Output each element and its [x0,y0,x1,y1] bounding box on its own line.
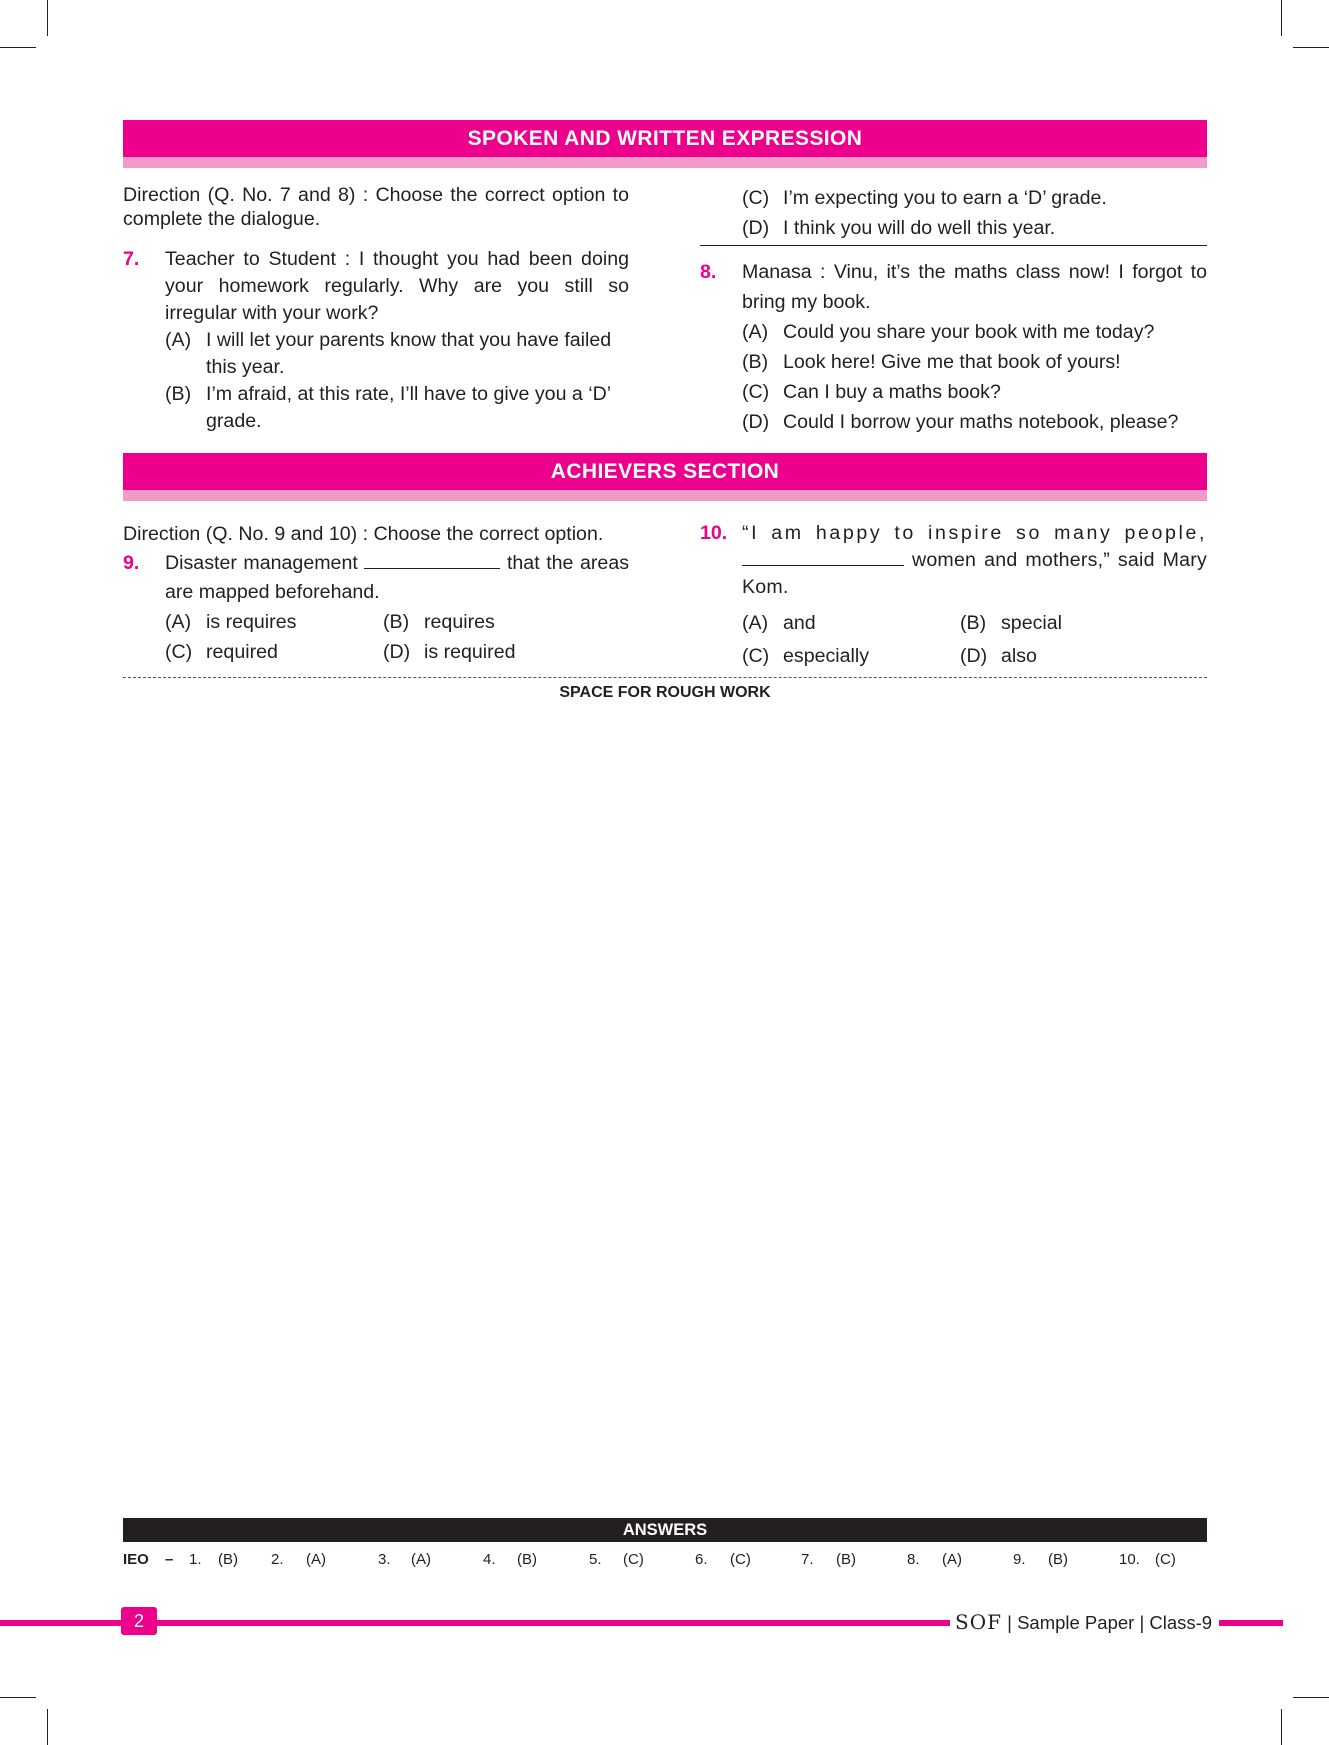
option-grid [165,607,629,667]
right-column-q8 [700,257,1207,437]
left-column-q9 [123,520,629,667]
option-text: I’m afraid, at this rate, I’ll have to give you a ‘D’ grade. [206,383,611,432]
section-title: ACHIEVERS SECTION [550,460,780,483]
left-column-q7 [123,183,629,435]
question-text-after: women and mothers,” said Mary Kom. [742,549,1207,598]
question-text-after: that the areas are mapped beforehand. [165,552,630,603]
answer-value: (C) [1155,1551,1176,1568]
answer-value: (A) [306,1551,326,1568]
answer-number: 5. [589,1551,602,1568]
option-d [742,407,1207,437]
option-grid [742,607,1207,673]
option-label: (B) [165,383,192,405]
right-column-q10 [700,520,1207,673]
question-text: Teacher to Student : I thought you had been doing your homework regularly. Why are you still so irregular with your work? [165,248,629,324]
option-text: special [1001,612,1062,634]
answer-value: (C) [730,1551,751,1568]
rough-work-label: SPACE FOR ROUGH WORK [559,684,771,701]
answers-prefix: IEO [123,1551,149,1568]
footer-brand [955,1608,1213,1636]
option-label: (C) [165,641,193,663]
option-c [742,183,1207,213]
option-b [165,381,629,435]
answer-blank [742,547,904,566]
option-text: Could you share your book with me today? [783,321,1155,343]
answer-number: 2. [271,1551,284,1568]
option-text: required [206,641,278,663]
section-underline [123,490,1207,501]
footer-line [1219,1620,1283,1626]
option-text: Can I buy a maths book? [783,381,1001,403]
answer-number: 6. [695,1551,708,1568]
option-label: (B) [742,351,769,373]
page-number: 2 [121,1607,157,1635]
question-7 [123,246,629,435]
option-text: Look here! Give me that book of yours! [783,351,1121,373]
option-label: (A) [742,321,769,343]
crop-mark [1281,1709,1282,1745]
answer-value: (B) [836,1551,856,1568]
option-label: (B) [383,611,410,633]
option-label: (C) [742,381,770,403]
question-text [742,520,1207,601]
crop-mark [47,1709,48,1745]
option-text: I think you will do well this year. [783,217,1056,239]
question-number: 8. [700,261,717,283]
section-header-achievers [123,453,1207,501]
direction-text: Direction (Q. No. 9 and 10) : Choose the correct option. [123,523,604,545]
option-b [742,347,1207,377]
answer-value: (B) [1048,1551,1068,1568]
option-label: (C) [742,187,770,209]
option-text: I will let your parents know that you have failed this year. [206,329,612,378]
question-number: 9. [123,552,140,574]
question-text: Manasa : Vinu, it’s the maths class now! I forgot to bring my book. [742,261,1207,313]
option-d [960,640,1178,673]
question-text-before: Disaster management [165,552,358,574]
answer-value: (B) [218,1551,238,1568]
option-a [165,607,383,637]
answers-header: ANSWERS [123,1518,1207,1542]
option-a [742,607,960,640]
option-text: is requires [206,611,297,633]
option-d [383,637,601,667]
answer-value: (C) [623,1551,644,1568]
answer-number: 1. [189,1551,202,1568]
crop-mark [1293,47,1329,48]
option-d [742,213,1207,243]
answer-value: (A) [942,1551,962,1568]
option-text: Could I borrow your maths notebook, please? [783,411,1179,433]
answer-blank [364,550,500,569]
option-label: (D) [742,217,770,239]
option-b [960,607,1178,640]
sof-logo: SOF [955,1610,1002,1634]
question-text-before: “I am happy to inspire so many people, [742,522,1207,544]
answer-number: 4. [483,1551,496,1568]
option-label: (D) [742,411,770,433]
answer-value: (A) [411,1551,431,1568]
answer-number: 7. [801,1551,814,1568]
option-text: also [1001,645,1037,667]
crop-mark [1281,0,1282,36]
option-text: especially [783,645,870,667]
option-label: (A) [742,612,769,634]
crop-mark [47,0,48,36]
answer-value: (B) [517,1551,537,1568]
question-text [165,549,629,607]
question-10 [700,520,1207,601]
option-b [383,607,601,637]
answers-row [123,1551,1207,1575]
option-label: (C) [742,645,770,667]
option-c [742,377,1207,407]
answer-number: 3. [378,1551,391,1568]
answer-number: 9. [1013,1551,1026,1568]
answer-number: 10. [1119,1551,1140,1568]
question-number: 7. [123,248,140,270]
dashed-divider [123,677,1207,678]
option-text: I’m expecting you to earn a ‘D’ grade. [783,187,1107,209]
option-c [742,640,960,673]
section-underline [123,157,1207,168]
right-column-q7-cont [700,183,1207,243]
answers-dash: – [165,1551,174,1568]
question-9 [123,549,629,667]
option-a [165,327,629,381]
direction-text: Direction (Q. No. 7 and 8) : Choose the correct option to complete the dialogue. [123,184,629,230]
answer-number: 8. [907,1551,920,1568]
footer-text: | Sample Paper | Class-9 [1001,1612,1213,1633]
option-label: (A) [165,329,192,351]
option-label: (B) [960,612,987,634]
option-text: requires [424,611,495,633]
option-label: (D) [383,641,411,663]
section-header-spoken [123,120,1207,168]
crop-mark [0,1697,36,1698]
option-label: (D) [960,645,988,667]
option-list [700,183,1207,243]
crop-mark [1293,1697,1329,1698]
question-number: 10. [700,522,728,544]
divider [700,245,1207,246]
option-label: (A) [165,611,192,633]
section-title: SPOKEN AND WRITTEN EXPRESSION [467,127,863,150]
question-8 [700,257,1207,437]
crop-mark [0,47,36,48]
option-a [742,317,1207,347]
option-text: and [783,612,816,634]
option-c [165,637,383,667]
option-text: is required [424,641,516,663]
